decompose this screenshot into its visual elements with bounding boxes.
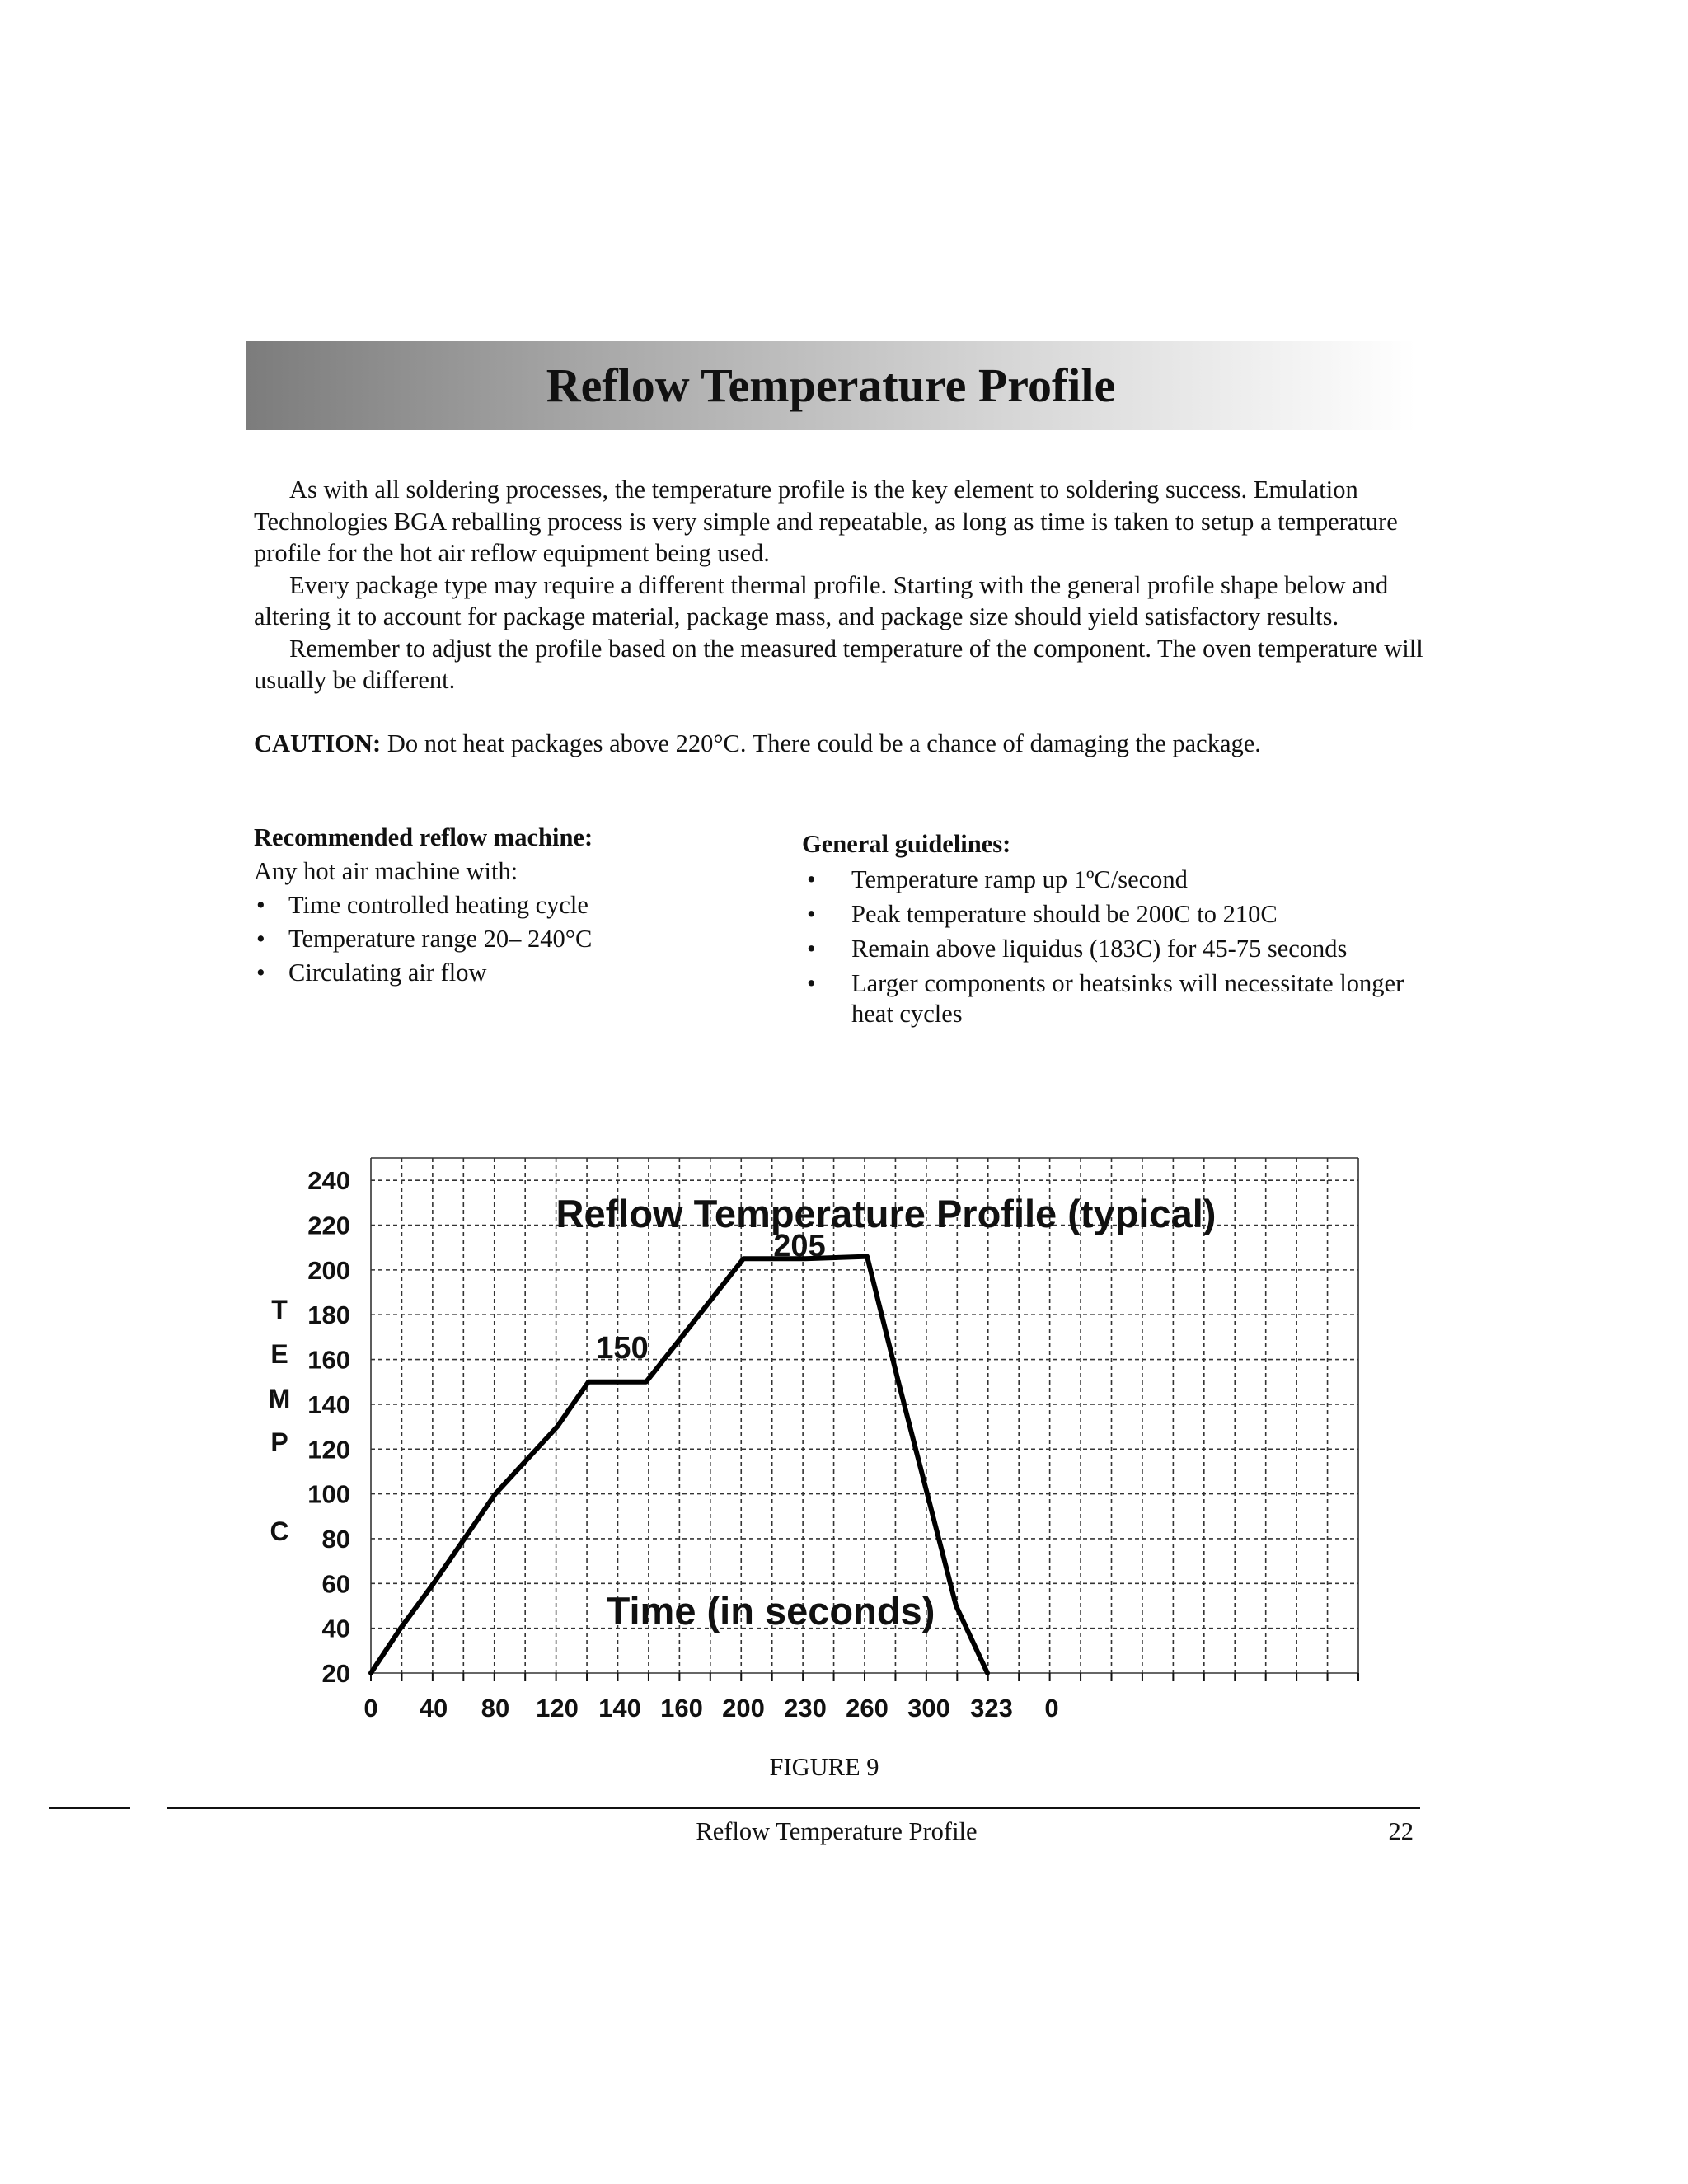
x-tick-label: 160 [660,1694,703,1722]
paragraph: Remember to adjust the profile based on the measured temperature of the component. The oven temperature will usually be different. [254,634,1423,694]
y-tick-label: 20 [321,1659,350,1688]
x-tick-label: 120 [536,1694,579,1722]
annotation-label: 150 [596,1331,649,1366]
list-item: • Larger components or heatsinks will necessitate longer heat cycles [807,969,1404,1028]
y-axis-label-letter: P [270,1427,288,1457]
x-tick-label: 230 [784,1694,827,1722]
figure-caption: FIGURE 9 [769,1753,879,1781]
y-tick-label: 40 [321,1614,350,1643]
y-tick-label: 240 [307,1166,350,1196]
x-axis-label: Time (in seconds) [606,1589,935,1633]
y-tick-label: 160 [307,1345,350,1375]
footer-title: Reflow Temperature Profile [696,1817,978,1845]
list-item: • Time controlled heating cycle [254,888,765,922]
y-axis-label-letter: E [270,1339,288,1369]
chart-title: Reflow Temperature Profile (typical) [556,1192,1217,1235]
y-tick-label: 60 [321,1569,350,1599]
y-tick-label: 140 [307,1390,350,1419]
paragraph: Every package type may require a different thermal profile. Starting with the general profile shape below and altering it to account for package material, package mass, and package size should yield satisfactory results. [254,570,1389,630]
list-item: • Temperature ramp up 1ºC/second [807,865,1188,893]
x-tick-label: 260 [846,1694,889,1722]
list-item: • Temperature range 20– 240°C [254,922,765,956]
x-tick-label: 323 [970,1694,1013,1722]
y-tick-label: 80 [321,1524,350,1554]
x-tick-label: 80 [481,1694,510,1722]
x-tick-label: 0 [1044,1694,1059,1722]
bullet-icon: • [807,900,816,928]
bullet-icon: • [807,935,816,963]
caution-text: Do not heat packages above 220°C. There could be a chance of damaging the package. [387,729,1261,757]
y-axis-label-letter: T [271,1295,288,1324]
x-tick-label: 40 [419,1694,448,1722]
bullet-icon: • [256,958,265,987]
guidelines-heading: General guidelines: [802,830,1011,858]
bullet-icon: • [256,925,265,953]
y-tick-label: 120 [307,1435,350,1465]
recommended-intro: Any hot air machine with: [254,857,518,885]
y-axis-label-letter: M [268,1384,291,1413]
list-item: • Peak temperature should be 200C to 210C [807,900,1278,928]
y-tick-label: 100 [307,1479,350,1509]
page-number: 22 [1388,1817,1414,1845]
recommended-heading: Recommended reflow machine: [254,823,593,851]
y-tick-label: 200 [307,1255,350,1285]
bullet-icon: • [807,865,816,893]
y-tick-label: 180 [307,1301,350,1330]
footer-rule-left [49,1807,130,1809]
bullet-icon: • [807,969,816,997]
y-axis-label-letter: C [270,1516,289,1546]
footer-rule [167,1807,1420,1809]
annotation-label: 205 [773,1229,826,1263]
x-tick-label: 200 [722,1694,765,1722]
x-tick-label: 140 [598,1694,641,1722]
list-item: • Remain above liquidus (183C) for 45-75 seconds [807,935,1348,963]
list-item: • Circulating air flow [254,956,765,990]
x-tick-label: 0 [363,1694,378,1722]
bullet-icon: • [256,891,265,919]
caution-label: CAUTION: [254,729,382,757]
paragraph: As with all soldering processes, the temperature profile is the key element to soldering success. Emulation Technologies BGA reballing process is very simple and repeatable, as long as time is taken to setup a temperature profile for the hot air reflow equipment being used. [254,476,1398,567]
x-tick-label: 300 [907,1694,950,1722]
page-title: Reflow Temperature Profile [546,359,1116,412]
y-tick-label: 220 [307,1211,350,1240]
